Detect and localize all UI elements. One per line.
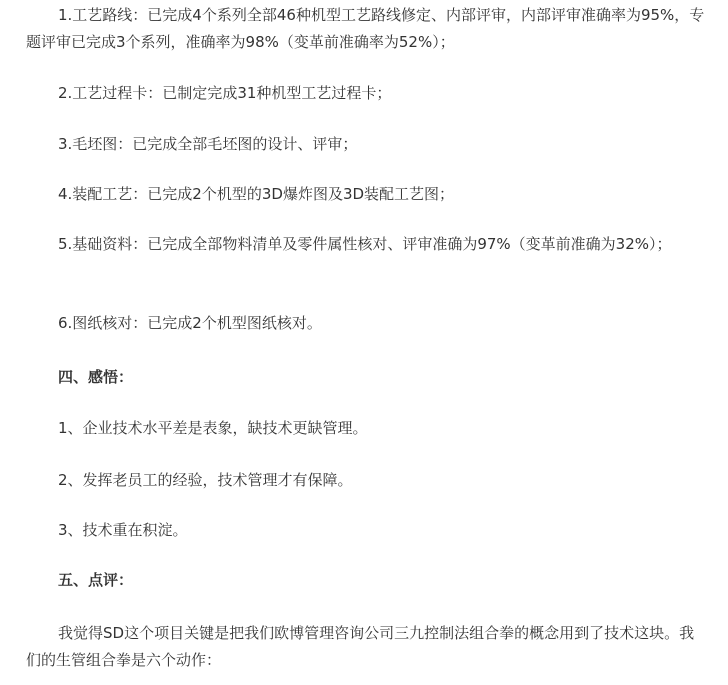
paragraph-assembly-process: 4.装配工艺：已完成2个机型的3D爆炸图及3D装配工艺图； (58, 185, 455, 203)
paragraph-process-route: 1.工艺路线：已完成4个系列全部46种机型工艺路线修定、内部评审，内部评审准确率为95%，专题评审已完成3个系列，准确率为98%（变革前准确率为52%）； (26, 6, 705, 51)
paragraph-insight-1: 1、企业技术水平差是表象，缺技术更缺管理。 (58, 419, 368, 437)
paragraph-insight-3: 3、技术重在积淀。 (58, 521, 188, 539)
paragraph-process-card: 2.工艺过程卡：已制定完成31种机型工艺过程卡； (58, 84, 392, 102)
paragraph-blank-drawing: 3.毛坯图：已完成全部毛坯图的设计、评审； (58, 135, 358, 153)
paragraph-review: 我觉得SD这个项目关键是把我们欧博管理咨询公司三九控制法组合拳的概念用到了技术这块。我们的生管组合拳是六个动作： (26, 624, 695, 669)
paragraph-basic-data: 5.基础资料：已完成全部物料清单及零件属性核对、评审准确为97%（变革前准确为32%）； (58, 235, 672, 253)
section-heading-review: 五、点评： (58, 571, 134, 589)
section-heading-insights: 四、感悟： (58, 368, 134, 386)
paragraph-insight-2: 2、发挥老员工的经验，技术管理才有保障。 (58, 471, 353, 489)
paragraph-drawing-check: 6.图纸核对：已完成2个机型图纸核对。 (58, 314, 322, 332)
